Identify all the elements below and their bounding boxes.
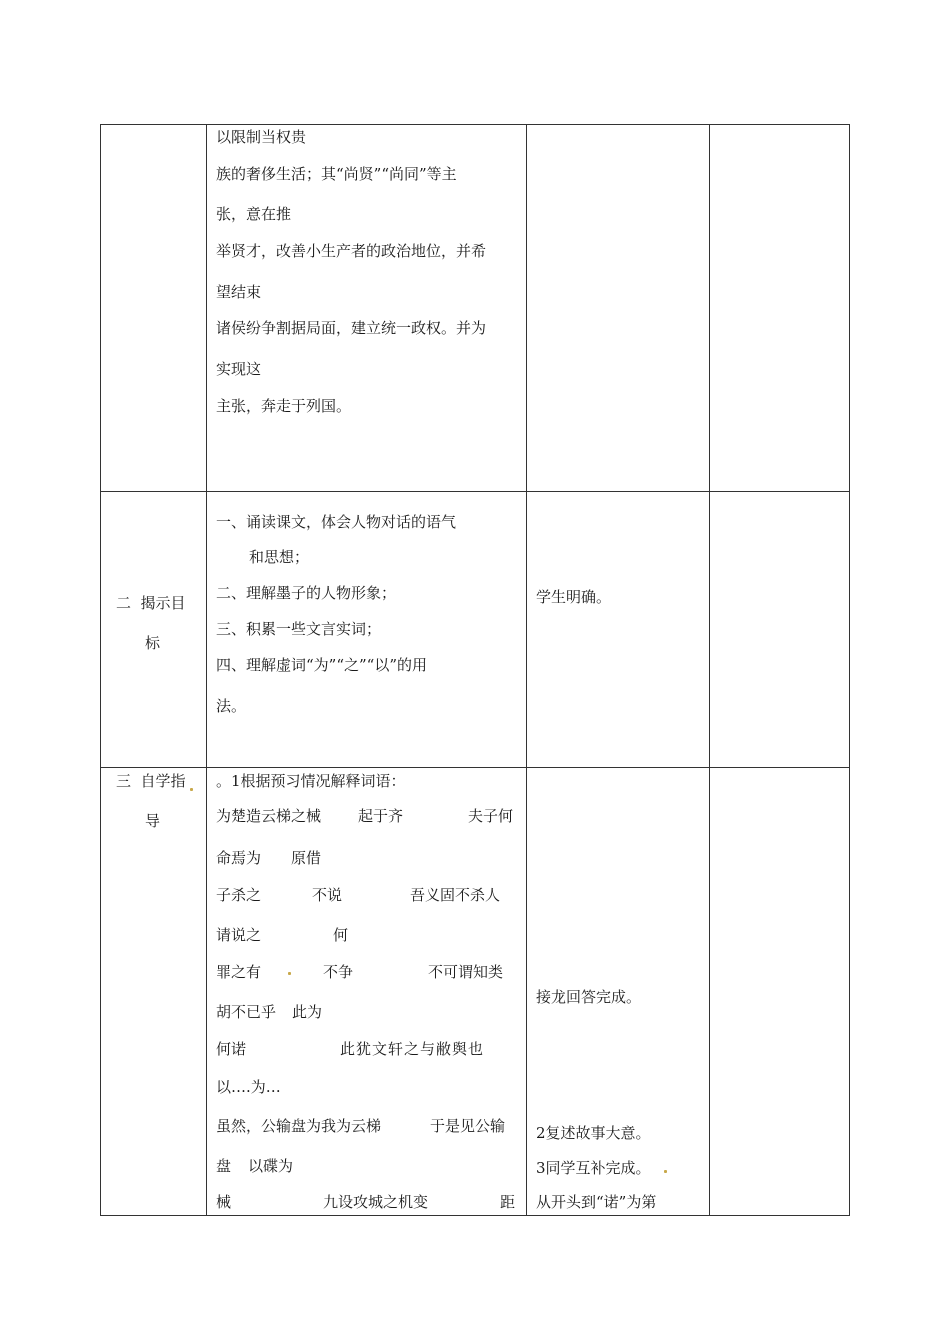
vocab-item: 子杀之 [216, 886, 262, 904]
vocab-item: 于是见公输 [430, 1117, 506, 1135]
step-label: 三 自学指 [116, 772, 186, 790]
content-line: 张，意在推 [216, 205, 292, 223]
content-line: 举贤才，改善小生产者的政治地位，并希 [216, 242, 487, 260]
vocab-item: 此犹文轩之与敝舆也 [340, 1040, 485, 1058]
goal-line: 三、积累一些文言实词； [216, 620, 382, 638]
student-activity: 3同学互补完成。 [536, 1159, 651, 1177]
vocab-item: 盘 [216, 1157, 232, 1175]
marker-dot [664, 1170, 667, 1173]
vocab-item: 为楚造云梯之械 [216, 807, 322, 825]
student-activity: 从开头到“诺”为第 [536, 1193, 657, 1211]
vocab-item: 以碟为 [248, 1157, 294, 1175]
student-activity: 学生明确。 [536, 588, 612, 606]
vocab-item: 不争 [323, 963, 354, 981]
vocab-item: 命焉为 [216, 849, 262, 867]
column-divider [206, 125, 207, 1215]
vocab-item: 九设攻城之机变 [323, 1193, 429, 1211]
vocab-item: 起于齐 [358, 807, 404, 825]
vocab-item: 请说之 [216, 926, 262, 944]
step-label: 标 [145, 634, 161, 652]
step-label: 二 揭示目 [116, 594, 186, 612]
row-divider [101, 491, 849, 492]
vocab-item: 械 [216, 1193, 232, 1211]
vocab-item: 不说 [312, 886, 343, 904]
goal-line: 和思想； [249, 548, 310, 566]
vocab-item: 虽然，公输盘为我为云梯 [216, 1117, 382, 1135]
student-activity: 2复述故事大意。 [536, 1124, 651, 1142]
goal-line: 法。 [216, 697, 247, 715]
student-activity: 接龙回答完成。 [536, 988, 642, 1006]
step-label: 导 [145, 812, 161, 830]
content-line: 以限制当权贵 [216, 128, 307, 146]
marker-dot [288, 972, 291, 975]
goal-line: 二、理解墨子的人物形象； [216, 584, 397, 602]
vocab-item: 罪之有 [216, 963, 262, 981]
vocab-item: 胡不已乎 [216, 1003, 277, 1021]
marker-dot [190, 788, 193, 791]
vocab-item: 此为 [292, 1003, 323, 1021]
vocab-item: 以….为… [216, 1078, 281, 1096]
content-line: 望结束 [216, 283, 262, 301]
content-line: 主张，奔走于列国。 [216, 397, 352, 415]
row-divider [101, 767, 849, 768]
content-line: 诸侯纷争割据局面，建立统一政权。并为 [216, 319, 487, 337]
vocab-item: 夫子何 [468, 807, 514, 825]
content-line: 实现这 [216, 360, 262, 378]
vocab-item: 何 [333, 926, 349, 944]
vocab-item: 原借 [291, 849, 322, 867]
goal-line: 四、理解虚词“为”“之”“以”的用 [216, 656, 428, 674]
goal-line: 一、诵读课文，体会人物对话的语气 [216, 513, 457, 531]
vocab-item: 距 [500, 1193, 516, 1211]
column-divider [526, 125, 527, 1215]
vocab-item: 不可谓知类 [428, 963, 504, 981]
vocab-item: 何诺 [216, 1040, 247, 1058]
vocab-item: 吾义固不杀人 [410, 886, 501, 904]
vocab-intro: 。1根据预习情况解释词语： [216, 772, 406, 790]
content-line: 族的奢侈生活；其“尚贤”“尚同”等主 [216, 165, 457, 183]
column-divider [709, 125, 710, 1215]
